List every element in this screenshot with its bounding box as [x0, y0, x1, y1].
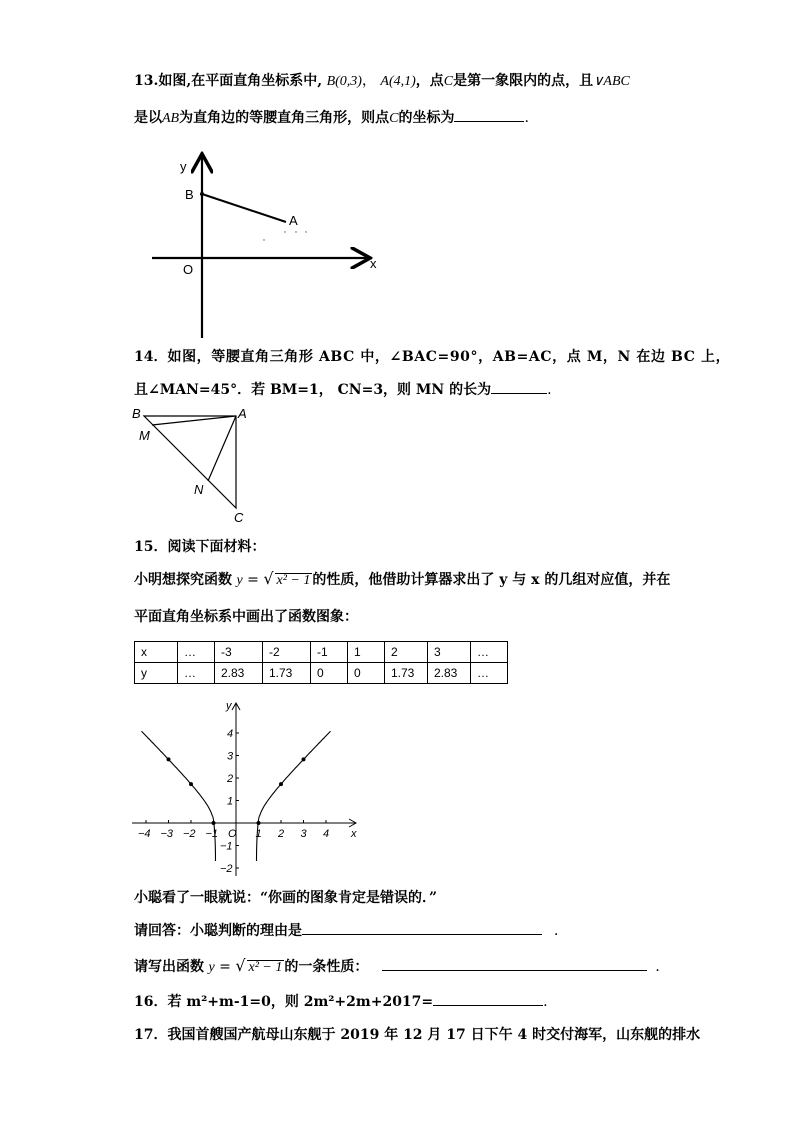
function-formula: y = √ x² − 1: [208, 956, 283, 975]
y-axis-label: y: [226, 700, 232, 712]
point-b: B(0,3): [326, 74, 362, 89]
table-cell: x: [135, 642, 178, 663]
separator: ，: [361, 73, 376, 89]
table-cell: 2.83: [428, 663, 471, 684]
table-cell: …: [178, 663, 215, 684]
origin-label: O: [228, 828, 237, 840]
q15-para1: [134, 570, 670, 590]
q13-text: 的坐标为: [398, 110, 455, 126]
q13-text: ，点: [415, 73, 444, 89]
q15-ask-text: 请回答：小聪判断的理由是: [134, 923, 302, 939]
data-point: [279, 782, 283, 786]
q17-number: 17．: [134, 1027, 168, 1043]
x-tick-label: −4: [138, 828, 151, 840]
triangle-abc: [144, 416, 236, 508]
q15-para2: [134, 608, 358, 626]
x-label: x: [370, 256, 377, 271]
table-cell: …: [471, 663, 508, 684]
q17-line: [134, 1026, 700, 1044]
func-radicand: x² − 1: [276, 573, 311, 588]
q17-text: 我国首艘国产航母山东舰于 2019 年 12 月 17 日下午 4 时交付海军，山东舰的排水: [167, 1027, 701, 1043]
q13-number: 13.: [134, 73, 159, 89]
segment-am: [152, 416, 236, 425]
triangle-symbol: ∨ABC: [593, 74, 630, 89]
q15-ask-text: 的一条性质：: [284, 959, 369, 975]
func-eq: =: [214, 959, 236, 975]
b-label: B: [132, 406, 141, 421]
point-a: A(4,1): [380, 74, 416, 89]
function-graph: [130, 698, 365, 880]
q13-figure: [140, 148, 390, 343]
table-cell: 2: [385, 642, 428, 663]
y-tick-label: −2: [220, 863, 233, 875]
period: ．: [554, 923, 568, 939]
func-y: y: [208, 960, 215, 975]
q14-text: 如图，等腰直角三角形 ABC 中，∠BAC=90°，AB=AC，点 M，N 在边 BC 上，: [167, 349, 731, 365]
x-tick-label: −3: [160, 828, 174, 840]
q16-line: [134, 992, 548, 1011]
q14-line1: [134, 348, 730, 366]
y-tick-label: 3: [227, 750, 234, 763]
x-tick-label: 3: [300, 828, 307, 840]
table-cell: 0: [348, 663, 385, 684]
segment-ab: AB: [162, 111, 180, 126]
y-label: y: [180, 159, 187, 174]
answer-blank[interactable]: [491, 380, 547, 394]
c-label: C: [234, 510, 244, 525]
table-row: [135, 642, 508, 663]
answer-blank[interactable]: [454, 108, 524, 122]
b-label: B: [185, 187, 194, 202]
point-c: C: [443, 74, 454, 89]
x-tick-label: −1: [205, 828, 219, 840]
answer-blank[interactable]: [433, 992, 543, 1006]
q14-number: 14．: [134, 349, 168, 365]
table-cell: 1: [348, 642, 385, 663]
q14-line2: [134, 380, 552, 399]
x-axis-label: x: [351, 828, 357, 840]
func-y: y: [236, 573, 243, 588]
answer-blank[interactable]: [302, 921, 542, 935]
period: .: [543, 994, 548, 1010]
x-tick-label: 1: [255, 828, 262, 840]
data-point: [257, 821, 261, 825]
q15-text: 的性质，他借助计算器求出了 y 与 x 的几组对应值，并在: [312, 572, 671, 588]
q15-comment: [134, 889, 437, 907]
table-cell: 1.73: [385, 663, 428, 684]
table-cell: -2: [263, 642, 311, 663]
y-tick-label: 1: [227, 795, 234, 808]
x-tick-label: −2: [183, 828, 196, 840]
q13-text: 如图,在平面直角坐标系中,: [158, 73, 323, 89]
x-tick-label: 4: [323, 828, 330, 840]
q15-ask2: [134, 957, 669, 977]
point-c: C: [389, 111, 399, 126]
q16-number: 16．: [134, 994, 168, 1010]
q15-comment-text: 小聪看了一眼就说：“你画的图象肯定是错误的．”: [134, 890, 438, 906]
period: ．: [655, 959, 670, 975]
table-cell: …: [178, 642, 215, 663]
q15-heading: [134, 538, 265, 556]
q15-ask-text: 请写出函数: [134, 959, 204, 975]
q14-figure: [130, 404, 255, 526]
answer-blank[interactable]: [382, 957, 647, 971]
period: .: [547, 382, 552, 398]
data-point: [212, 821, 216, 825]
origin-label: O: [183, 262, 194, 277]
data-point: [302, 757, 306, 761]
y-tick-label: −1: [220, 840, 233, 853]
q16-text: 若 m²+m-1=0，则 2m²+2m+2017=: [167, 994, 434, 1010]
data-point: [189, 782, 193, 786]
table-cell: 0: [311, 663, 348, 684]
q15-ask1: [134, 921, 568, 940]
q13-text: 是第一象限内的点，且: [453, 73, 594, 89]
table-cell: 1.73: [263, 663, 311, 684]
q13-line2: [134, 108, 529, 128]
table-cell: y: [135, 663, 178, 684]
segment-ba: [202, 194, 286, 222]
func-radicand: x² − 1: [248, 960, 283, 975]
q15-text: 平面直角坐标系中画出了函数图象：: [134, 609, 358, 625]
table-row: [135, 663, 508, 684]
y-tick-label: 2: [227, 773, 234, 785]
data-point: [167, 757, 171, 761]
x-tick-label: 2: [278, 828, 285, 840]
q13-text: 是以: [134, 110, 162, 126]
period: .: [524, 110, 529, 126]
curve-left: [142, 731, 216, 861]
q15-text: 小明想探究函数: [134, 572, 232, 588]
table-cell: 3: [428, 642, 471, 663]
func-eq: =: [242, 572, 264, 588]
q14-text: 且∠MAN=45°．若 BM=1， CN=3，则 MN 的长为: [134, 382, 492, 398]
a-label: A: [289, 213, 298, 228]
table-cell: 2.83: [215, 663, 263, 684]
table-cell: -3: [215, 642, 263, 663]
q15-number: 15．: [134, 539, 168, 555]
function-formula: y = √ x² − 1: [236, 569, 311, 588]
a-label: A: [238, 406, 247, 421]
table-cell: -1: [311, 642, 348, 663]
point-b-dot: [200, 192, 204, 196]
curve-right: [257, 731, 331, 861]
y-tick-label: 4: [227, 728, 234, 740]
value-table: [134, 641, 508, 684]
m-label: M: [139, 428, 150, 443]
q13-line1: [134, 72, 630, 91]
q15-heading-text: 阅读下面材料：: [167, 539, 266, 555]
n-label: N: [194, 482, 204, 497]
q13-text: 为直角边的等腰直角三角形，则点: [179, 110, 390, 126]
table-cell: …: [471, 642, 508, 663]
segment-an: [208, 416, 236, 481]
